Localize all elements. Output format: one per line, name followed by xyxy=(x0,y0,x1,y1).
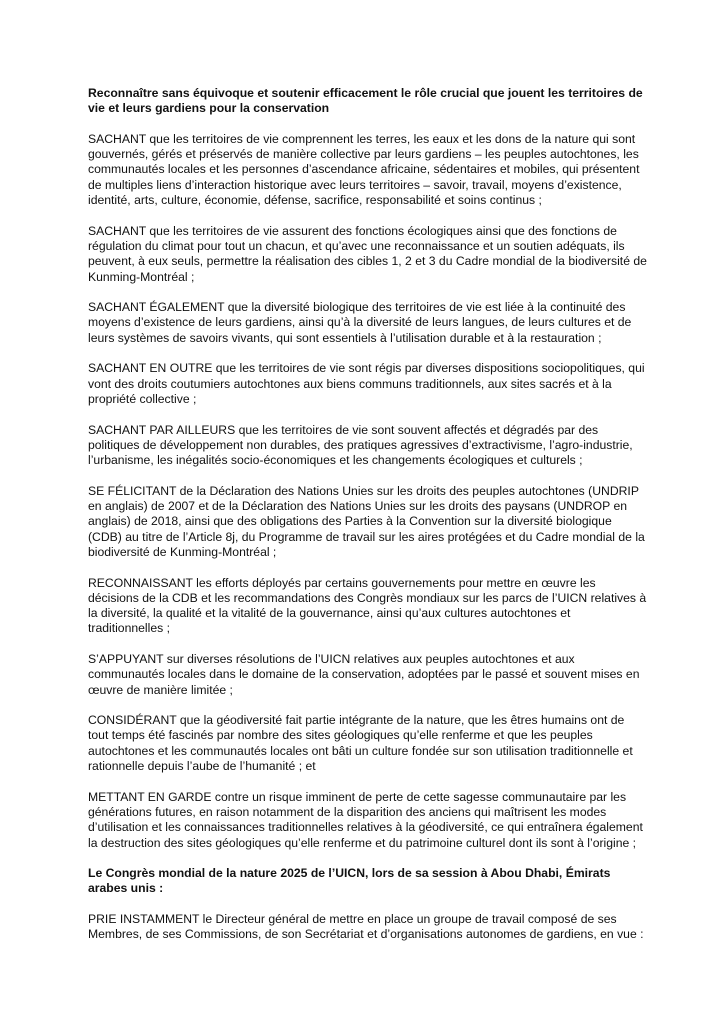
congress-heading: Le Congrès mondial de la nature 2025 de l’UICN, lors de sa session à Abou Dhabi, Émirats arabes unis : xyxy=(88,866,611,896)
document-page xyxy=(88,86,648,958)
paragraph-mettant-en-garde: METTANT EN GARDE contre un risque imminent de perte de cette sagesse communautaire par les générations futures, en raison notamment de la disparition des anciens qui maîtrisent les modes d’utilisation et les connaissances traditionnelles relatives à la géodiversité, ce qui entraînera également la destruction des sites géologiques qu’elle renferme et du patrimoine culturel dont ils sont à l’origine ; xyxy=(88,789,643,850)
paragraph-se-felicitant: SE FÉLICITANT de la Déclaration des Nations Unies sur les droits des peuples autochtones (UNDRIP en anglais) de 2007 et de la Déclaration des Nations Unies sur les droits des paysans (UNDROP en anglais) de 2018, ainsi que des obligations des Parties à la Convention sur la diversité biologique (CDB) au titre de l’Article 8j, du Programme de travail sur les aires protégées et du Cadre mondial de la biodiversité de Kunming-Montréal ; xyxy=(88,483,645,559)
document-title: Reconnaître sans équivoque et soutenir efficacement le rôle crucial que jouent les territoires de vie et leurs gardiens pour la conservation xyxy=(88,86,643,116)
paragraph-sachant-2: SACHANT que les territoires de vie assurent des fonctions écologiques ainsi que des fonctions de régulation du climat pour tout un chacun, et qu’avec une reconnaissance et un soutien adéquats, ils peuvent, à eux seuls, permettre la réalisation des cibles 1, 2 et 3 du Cadre mondial de la biodiversité de Kunming-Montréal ; xyxy=(88,223,647,284)
paragraph-reconnaissant: RECONNAISSANT les efforts déployés par certains gouvernements pour mettre en œuvre les décisions de la CDB et les recommandations des Congrès mondiaux sur les parcs de l’UICN relatives à la diversité, la qualité et la vitalité de la gouvernance, ainsi qu’aux cultures autochtones et traditionnelles ; xyxy=(88,575,647,636)
paragraph-considerant: CONSIDÉRANT que la géodiversité fait partie intégrante de la nature, que les êtres humains ont de tout temps été fascinés par nombre des sites géologiques qu’elle renferme et que les peuples autochtones et les communautés locales ont bâti un culture fondée sur son utilisation traditionnelle et rationnelle depuis l’aube de l’humanité ; et xyxy=(88,713,633,774)
paragraph-sachant-1: SACHANT que les territoires de vie comprennent les terres, les eaux et les dons de la nature qui sont gouvernés, gérés et préservés de manière collective par leurs gardiens – les peuples autochtones, les communautés locales et les personnes d’ascendance africaine, sédentaires et mobiles, qui présentent de multiples liens d’interaction historique avec leurs territoires – savoir, travail, moyens d’existence, identité, arts, culture, économie, défense, sacrifice, responsabilité et soins continus ; xyxy=(88,131,640,208)
paragraph-sachant-egalement: SACHANT ÉGALEMENT que la diversité biologique des territoires de vie est liée à la continuité des moyens d’existence de leurs gardiens, ainsi qu’à la diversité de leurs langues, de leurs cultures et de leurs systèmes de savoirs vivants, qui sont essentiels à l’utilisation durable et à la restauration ; xyxy=(88,300,632,345)
paragraph-prie-instamment: PRIE INSTAMMENT le Directeur général de mettre en place un groupe de travail composé de ses Membres, de ses Commissions, de son Secrétariat et d’organisations autonomes de gardiens, en vue : xyxy=(88,912,644,942)
paragraph-sachant-par-ailleurs: SACHANT PAR AILLEURS que les territoires de vie sont souvent affectés et dégradés par des politiques de développement non durables, des pratiques agressives d’extractivisme, l’agro-industrie, l’urbanisme, les inégalités socio-économiques et les changements écologiques et culturels ; xyxy=(88,422,633,468)
paragraph-s-appuyant: S’APPUYANT sur diverses résolutions de l’UICN relatives aux peuples autochtones et aux communautés locales dans le domaine de la conservation, adoptées par le passé et souvent mises en œuvre de manière limitée ; xyxy=(88,651,640,697)
paragraph-sachant-en-outre: SACHANT EN OUTRE que les territoires de vie sont régis par diverses dispositions sociopolitiques, qui vont des droits coutumiers autochtones aux biens communs traditionnels, aux sites sacrés et à la propriété collective ; xyxy=(88,361,645,406)
